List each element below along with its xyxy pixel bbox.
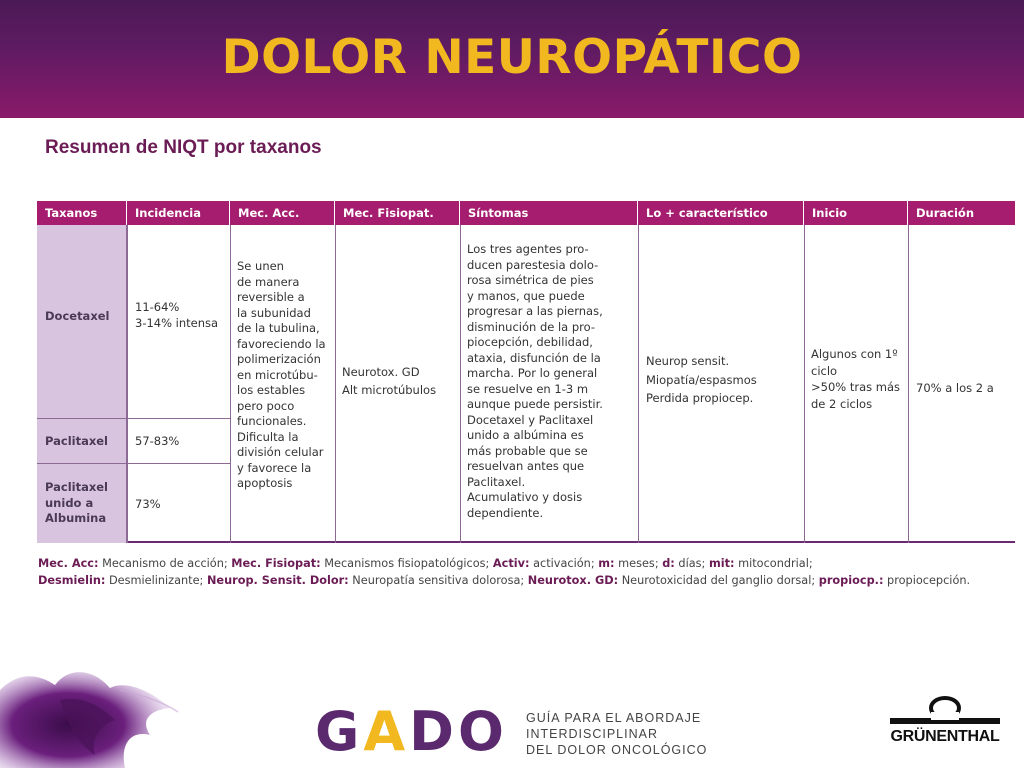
text-line: Los tres agentes pro- — [467, 242, 589, 256]
text-line: reversible a — [237, 290, 305, 304]
text-line: de 2 ciclos — [811, 396, 873, 411]
text-line: Docetaxel y Paclitaxel — [467, 412, 594, 427]
legend-term: Mec. Fisiopat: — [231, 557, 321, 570]
col-header-sintomas: Síntomas — [460, 201, 638, 225]
col-header-duracion: Duración — [916, 206, 975, 220]
text-line: aunque puede persistir. — [467, 397, 603, 411]
taxano-docetaxel: Docetaxel — [45, 309, 110, 323]
text-line: la subunidad — [237, 305, 311, 320]
text-line: se resuelve en 1-3 m — [467, 381, 589, 396]
text-line: y favorece la — [237, 460, 312, 475]
text-line: Algunos con 1º — [811, 347, 898, 361]
text-line: Miopatía/espasmos — [646, 372, 757, 387]
column-divider — [230, 225, 231, 543]
legend-term: Neurotox. GD: — [527, 574, 619, 587]
col-header-taxanos: Taxanos — [37, 201, 127, 225]
row-divider — [37, 418, 230, 419]
legend-definition: Mecanismos fisiopatológicos; — [320, 557, 493, 570]
text-line: en microtúbu- — [237, 367, 318, 382]
column-divider — [335, 225, 336, 543]
text-line: apoptosis — [237, 476, 293, 490]
incidencia-paclitaxel-albumina: 73% — [135, 497, 161, 511]
legend-definition: Neuropatía sensitiva dolorosa; — [348, 574, 528, 587]
page-title: DOLOR NEUROPÁTICO — [221, 30, 803, 85]
gado-letter-a: A — [363, 700, 410, 763]
column-divider — [638, 225, 639, 543]
grunenthal-logo — [885, 694, 1005, 754]
legend-definition: propiocepción. — [883, 574, 971, 587]
gado-desc-line: GUÍA PARA EL ABORDAJE — [526, 711, 702, 725]
text-line: unido a albúmina es — [467, 428, 584, 442]
gado-letter: G — [315, 700, 364, 763]
text-line: dependiente. — [467, 505, 544, 520]
table-header-row — [37, 201, 1015, 225]
text-line: resuelvan antes que — [467, 459, 585, 473]
legend-definition: mitocondrial; — [734, 557, 813, 570]
grunenthal-wordmark: GRÜNENTHAL — [890, 728, 1000, 745]
legend-term: Activ: — [492, 557, 530, 570]
table-body — [37, 225, 1015, 543]
text-line: los estables — [237, 383, 306, 397]
legend-definition: días; — [674, 557, 709, 570]
legend-definition: meses; — [614, 557, 663, 570]
legend-term: d: — [662, 557, 675, 570]
legend-definition: Desmielinizante; — [105, 574, 207, 587]
legend-definition: activación; — [529, 557, 599, 570]
caracteristico-text — [646, 352, 802, 408]
taxano-line: Albumina — [45, 511, 107, 525]
section-subtitle: Resumen de NIQT por taxanos — [45, 137, 322, 158]
text-line: >50% tras más — [811, 380, 901, 394]
abbreviations-legend — [38, 555, 1023, 589]
legend-line — [38, 572, 1023, 589]
ink-splash-illustration — [0, 650, 180, 768]
text-line: pero poco — [237, 398, 295, 413]
text-line: Neurop sensit. — [646, 354, 730, 368]
gado-description — [526, 710, 707, 758]
taxano-paclitaxel-albumina — [45, 480, 108, 527]
legend-term: Neurop. Sensit. Dolor: — [206, 574, 349, 587]
gado-letters: DO — [409, 700, 508, 763]
col-header-incidencia: Incidencia — [127, 201, 230, 225]
incidencia-line: 11-64% — [135, 300, 180, 314]
text-line: más probable que se — [467, 443, 588, 458]
text-line: disminución de la pro- — [467, 319, 596, 334]
gado-desc-line: DEL DOLOR ONCOLÓGICO — [526, 743, 708, 757]
text-line: Dificulta la — [237, 429, 299, 444]
text-line: Perdida propiocep. — [646, 391, 754, 405]
text-line: Se unen — [237, 259, 284, 273]
mec-acc-text — [237, 259, 333, 492]
column-divider — [460, 225, 461, 543]
sintomas-text — [467, 242, 637, 521]
incidencia-docetaxel — [135, 300, 218, 331]
incidencia-line: 3-14% intensa — [135, 315, 219, 330]
col-header-inicio: Inicio — [804, 201, 908, 225]
text-line: marcha. Por lo general — [467, 366, 598, 380]
legend-definition: Neurotoxicidad del ganglio dorsal; — [618, 574, 819, 587]
text-line: de manera — [237, 274, 300, 289]
text-line: ciclo — [811, 363, 838, 378]
column-divider — [908, 225, 909, 543]
column-divider — [804, 225, 805, 543]
legend-definition: Mecanismo de acción; — [98, 557, 232, 570]
text-line: Acumulativo y dosis — [467, 490, 583, 504]
text-line: progresar a las piernas, — [467, 304, 603, 318]
text-line: rosa simétrica de pies — [467, 273, 594, 287]
legend-term: propiocp.: — [818, 574, 884, 587]
taxano-paclitaxel: Paclitaxel — [45, 434, 108, 448]
text-line: Paclitaxel. — [467, 474, 526, 489]
text-line: piocepción, debilidad, — [467, 335, 593, 349]
taxano-line: unido a — [45, 495, 94, 510]
col-header-caracteristico: Lo + característico — [638, 201, 804, 225]
legend-term: Desmielin: — [38, 574, 106, 587]
duracion-text: 70% a los 2 a — [916, 381, 994, 395]
text-line: favoreciendo la — [237, 336, 326, 351]
legend-line — [38, 555, 1023, 572]
text-line: y manos, que puede — [467, 288, 585, 303]
incidencia-paclitaxel: 57-83% — [135, 434, 180, 448]
text-line: de la tubulina, — [237, 321, 320, 335]
legend-term: mit: — [708, 557, 735, 570]
header-banner — [0, 0, 1024, 118]
gado-logo — [315, 700, 508, 763]
legend-term: Mec. Acc: — [38, 557, 99, 570]
text-line: ducen parestesia dolo- — [467, 257, 599, 272]
text-line: Neurotox. GD — [342, 365, 420, 379]
text-line: funcionales. — [237, 414, 307, 428]
inicio-text — [811, 346, 907, 412]
legend-term: m: — [598, 557, 615, 570]
mec-fisiopat-text — [342, 363, 458, 399]
text-line: división celular — [237, 445, 324, 459]
taxano-line: Paclitaxel — [45, 480, 108, 494]
row-divider — [37, 463, 230, 464]
text-line: polimerización — [237, 352, 321, 366]
gado-desc-line: INTERDISCIPLINAR — [526, 727, 658, 741]
taxanos-table — [37, 201, 1015, 543]
col-header-mec-fisiopat: Mec. Fisiopat. — [335, 201, 460, 225]
col-header-mec-acc: Mec. Acc. — [230, 201, 335, 225]
text-line: ataxia, disfunción de la — [467, 350, 601, 365]
column-divider — [127, 225, 128, 543]
text-line: Alt microtúbulos — [342, 383, 437, 397]
